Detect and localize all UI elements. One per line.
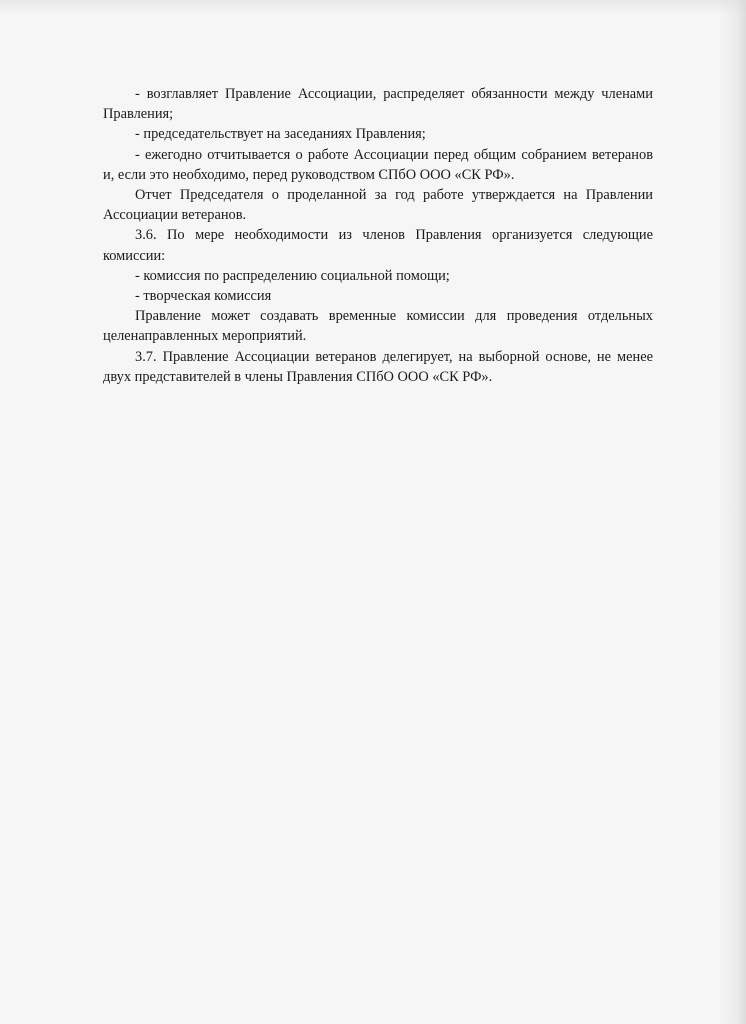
scan-top-shadow [0,0,746,14]
list-item-chairs-meetings: - председательствует на заседаниях Правления; [135,126,426,143]
paragraph-temporary-commissions: Правление может создавать временные комиссии для проведения отдельных целенаправленных мероприятий. [103,308,653,345]
list-item-social-aid-commission: - комиссия по распределению социальной помощи; [135,267,450,284]
paragraph-chair-report: Отчет Председателя о проделанной за год работе утверждается на Правлении Ассоциации ветеранов. [103,187,653,224]
list-item-annual-report: - ежегодно отчитывается о работе Ассоциации перед общим собранием ветеранов и, если это необходимо, перед руководством СПбО ООО «СК РФ». [103,146,653,183]
list-item-creative-commission: - творческая комиссия [135,288,272,305]
paragraph-section-3-6: 3.6. По мере необходимости из членов Правления организуется следующие комиссии: [103,227,653,264]
scan-edge-shadow [718,0,746,1024]
paragraph-section-3-7: 3.7. Правление Ассоциации ветеранов делегирует, на выборной основе, не менее двух представителей в члены Правления СПбО ООО «СК РФ». [103,348,653,385]
list-item-heads-board: - возглавляет Правление Ассоциации, распределяет обязанности между членами Правления; [103,86,653,123]
document-body [103,84,653,387]
